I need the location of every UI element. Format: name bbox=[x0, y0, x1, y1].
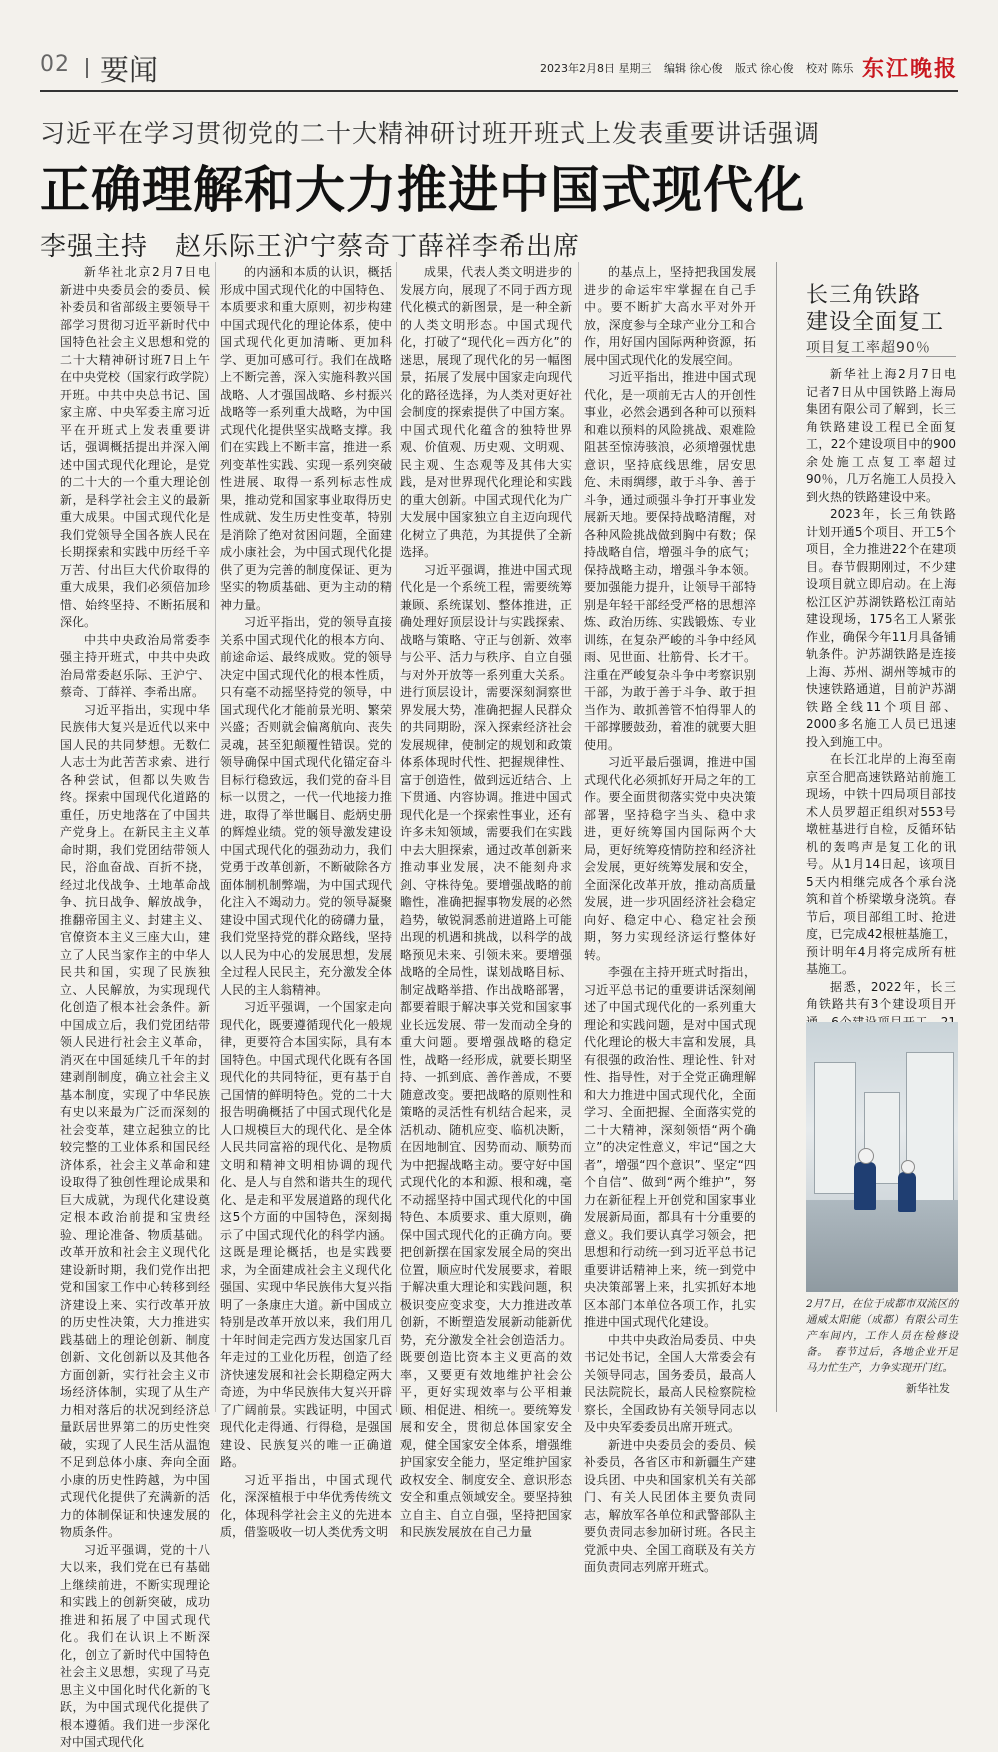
article-subhead: 李强主持 赵乐际王沪宁蔡奇丁薛祥李希出席 bbox=[40, 232, 581, 262]
paragraph: 习近平指出，推进中国式现代化，是一项前无古人的开创性事业，必然会遇到各种可以预料和难以预料的风险挑战、艰难险阻甚至惊涛骇浪，必须增强忧患意识，坚持底线思维，居安思危、未雨绸缪，敢于斗争、善于斗争，通过顽强斗争打开事业发展新天地。要保持战略清醒，对各种风险挑战做到胸中有数；保持战略自信，增强斗争的底气；保持战略主动，增强斗争本领。要加强能力提升，让领导干部特别是年轻干部经受严格的思想淬炼、政治历练、实践锻炼、专业训练，在复杂严峻的斗争中经风雨、见世面、壮筋骨、长才干。注重在严峻复杂斗争中考察识别干部，为敢于善于斗争、敢于担当作为、敢抓善管不怕得罪人的干部撑腰鼓劲，着准的就要大胆使用。 bbox=[584, 370, 756, 752]
paragraph: 在长江北岸的上海至南京至合肥高速铁路站前施工现场，中铁十四局项目部技术人员罗超正组织对553号墩桩基进行自检，反循环钻机的轰鸣声是复工化的讯号。从1月14日起，该项目5天内相继完成各个承台浇筑和首个桥梁墩身浇筑。春节后，项目部组工时、抢进度，已完成42根桩基施工，预计明年4月将完成所有桩基施工。 bbox=[806, 752, 956, 976]
worker-figure bbox=[898, 1172, 916, 1212]
news-photo bbox=[806, 1022, 958, 1292]
floor bbox=[806, 1200, 958, 1292]
article-column-2 bbox=[220, 264, 392, 1539]
paragraph: 中共中央政治局常委李强主持开班式，中共中央政治局常委赵乐际、王沪宁、蔡奇、丁薛祥、李希出席。 bbox=[60, 632, 210, 699]
paragraph: 习近平指出，中国式现代化，深深植根于中华优秀传统文化，体现科学社会主义的先进本质，借鉴吸收一切人类优秀文明 bbox=[220, 1472, 392, 1539]
paragraph: 据悉，2022年，长三角铁路共有3个建设项目开 bbox=[806, 979, 956, 1011]
photo-caption: 2月7日，在位于成都市双流区的通威太阳能（成都）有限公司生产车间内，工作人员在检修设备。 春节过后，各地企业开足马力忙生产，力争实现开门红。 bbox=[806, 1298, 958, 1374]
paragraph: 习近平指出，实现中华民族伟大复兴是近代以来中国人民的共同梦想。无数仁人志士为此苦苦求索、进行各种尝试，但都以失败告终。探索中国现代化道路的重任，历史地落在了中国共产党身上。在新民主主义革命时期，我们党团结带领人民，浴血奋战、百折不挠，经过北伐战争、土地革命战争、抗日战争、解放战争，推翻帝国主义、封建主义、官僚资本主义三座大山，建立了人民当家作主的中华人民共和国，实现了民族独立、人民解放，为实现现代化创造了根本社会条件。新中国成立后，我们党团结带领人民进行社会主义革命，消灭在中国延续几千年的封建剥削制度，确立社会主义基本制度，实现了中华民族有史以来最为广泛而深刻的社会变革，建立起独立的比较完整的工业体系和国民经济体系，社会主义革命和建设取得了独创性理论成果和巨大成就，为现代化建设奠定根本政治前提和宝贵经验、理论准备、物质基础。改革开放和社会主义现代化建设新时期，我们党作出把党和国家工作中心转移到经济建设上来、实行改革开放的历史性决策，大力推进实践基础上的理论创新、制度创新、文化创新以及其他各方面创新，实行社会主义市场经济体制，实现了从生产力相对落后的状况到经济总量跃居世界第二的历史性突破，实现了人民生活从温饱不足到总体小康、奔向全面小康的历史性跨越，为中国式现代化提供了充满新的活力的体制保证和快速发展的物质条件。 bbox=[60, 702, 210, 1539]
equipment-rack bbox=[814, 1062, 856, 1194]
photo-credit: 新华社发 bbox=[906, 1382, 950, 1395]
article-column-4 bbox=[584, 264, 756, 1574]
column-divider bbox=[215, 262, 216, 1412]
paragraph: 新进中央委员会的委员、候补委员，各省区市和新疆生产建设兵团、中央和国家机关有关部门、有关人民团体主要负责同志，解放军各单位和武警部队主要负责同志参加研讨班。各民主党派中央、全国工商联及有关方面负责同志列席开班式。 bbox=[584, 1437, 756, 1574]
sidebar-title-line: 建设全面复工 bbox=[806, 310, 945, 335]
worker-head bbox=[901, 1160, 915, 1174]
layout-credit: 版式 徐心俊 bbox=[735, 62, 794, 75]
sidebar-title-line: 长三角铁路 bbox=[806, 283, 922, 308]
paragraph: 习近平强调，一个国家走向现代化，既要遵循现代化一般规律，更要符合本国实际，具有本国特色。中国式现代化既有各国现代化的共同特征，更有基于自己国情的鲜明特色。党的二十大报告明确概括了中国式现代化是人口规模巨大的现代化、是全体人民共同富裕的现代化、是物质文明和精神文明相协调的现代化、是人与自然和谐共生的现代化、是走和平发展道路的现代化这5个方面的中国特色，深刻揭示了中国式现代化的科学内涵。这既是理论概括，也是实践要求，为全面建成社会主义现代化强国、实现中华民族伟大复兴指明了一条康庄大道。新中国成立特别是改革开放以来，我们用几十年时间走完西方发达国家几百年走过的工业化历程，创造了经济快速发展和社会长期稳定两大奇迹，为中华民族伟大复兴开辟了广阔前景。实践证明，中国式现代化走得通、行得稳，是强国建设、民族复兴的唯一正确道路。 bbox=[220, 1000, 392, 1469]
sidebar-title bbox=[806, 282, 944, 336]
paragraph: 习近平强调，党的十八大以来，我们党在已有基础上继续前进，不断实现理论和实践上的创新突破，成功推进和拓展了中国式现代化。我们在认识上不断深化，创立了新时代中国特色社会主义思想，实现了马克思主义中国化时代化新的飞跃，为中国式现代化提供了根本遵循。我们进一步深化对中国式现代化 bbox=[60, 1542, 210, 1749]
sidebar-divider bbox=[776, 262, 777, 1412]
paragraph: 新华社北京2月7日电 新进中央委员会的委员、候补委员和省部级主要领导干部学习贯彻习近平新时代中国特色社会主义思想和党的二十大精神研讨班7日上午在中央党校（国家行政学院）开班。中共中央总书记、国家主席、中央军委主席习近平在开班式上发表重要讲话，强调概括提出并深入阐述中国式现代化理论，是党的二十大的一个重大理论创新，是科学社会主义的最新重大成果。中国式现代化是我们党领导全国各族人民在长期探索和实践中历经千辛万苦、付出巨大代价取得的重大成果，我们必须倍加珍惜、始终坚持、不断拓展和深化。 bbox=[60, 265, 211, 629]
page-number: 02 bbox=[40, 52, 70, 77]
article-column-1 bbox=[60, 264, 211, 1749]
masthead bbox=[40, 52, 958, 88]
article-kicker: 习近平在学习贯彻党的二十大精神研讨班开班式上发表重要讲话强调 bbox=[40, 119, 821, 148]
section-name: 要闻 bbox=[100, 53, 159, 87]
publication-date: 2023年2月8日 星期三 bbox=[540, 62, 652, 75]
editor-credit: 编辑 徐心俊 bbox=[664, 62, 723, 75]
paragraph: 习近平最后强调，推进中国式现代化必须抓好开局之年的工作。要全面贯彻落实党中央决策部署，坚持稳字当头、稳中求进，更好统筹国内国际两个大局，更好统筹疫情防控和经济社会发展，更好统筹发展和安全，全面深化改革开放，推动高质量发展，进一步巩固经济社会稳定向好、稳定中心、稳定社会预期，努力实现经济运行整体好转。 bbox=[584, 755, 756, 962]
divider bbox=[86, 58, 88, 78]
article-column-3 bbox=[400, 264, 572, 1539]
paragraph: 习近平指出，党的领导直接关系中国式现代化的根本方向、前途命运、最终成败。党的领导决定中国式现代化的根本性质，只有毫不动摇坚持党的领导，中国式现代化才能前景光明、繁荣兴盛；否则就会偏离航向、丧失灵魂，甚至犯颠覆性错误。党的领导确保中国式现代化锚定奋斗目标行稳致远，我们党的奋斗目标一以贯之，一代一代地接力推进，取得了举世瞩目、彪炳史册的辉煌业绩。党的领导激发建设中国式现代化的强劲动力，我们党勇于改革创新，不断破除各方面体制机制弊端，为中国式现代化注入不竭动力。党的领导凝聚建设中国式现代化的磅礴力量，我们党坚持党的群众路线，坚持以人民为中心的发展思想，发展全过程人民民主，充分激发全体人民的主人翁精神。 bbox=[220, 615, 392, 997]
column-divider bbox=[578, 262, 579, 1412]
sidebar-subtitle: 项目复工率超90％ bbox=[806, 340, 931, 356]
newspaper-logo: 东江晚报 bbox=[861, 56, 958, 82]
paragraph: 2023年，长三角铁路计划开通5个项目、开工5个项目，全力推进22个在建项目。春节假期刚过，不少建设项目就立即启动。在上海松江区沪苏湖铁路松江南站建设现场，175名工人紧张作业，确保今年11月具备铺轨条件。沪苏湖铁路是连接上海、苏州、湖州等城市的快速铁路通道，目前沪苏湖铁路全线11个项目部、2000多名施工人员已迅速投入到施工中。 bbox=[806, 507, 956, 749]
edition-meta bbox=[540, 60, 863, 76]
sidebar-rule bbox=[806, 356, 956, 357]
column-divider bbox=[396, 262, 397, 1412]
paragraph: 习近平强调，推进中国式现代化是一个系统工程，需要统筹兼顾、系统谋划、整体推进，正确处理好顶层设计与实践探索、战略与策略、守正与创新、效率与公平、活力与秩序、自立自强与对外开放等一系列重大关系。进行顶层设计，需要深刻洞察世界发展大势，准确把握人民群众的共同期盼，深入探索经济社会发展规律，使制定的规划和政策体系体现时代性、把握规律性、富于创造性，做到远近结合、上下贯通、内容协调。推进中国式现代化是一个探索性事业，还有许多未知领域，需要我们在实践中去大胆探索，通过改革创新来推动事业发展，决不能刻舟求剑、守株待兔。要增强战略的前瞻性，准确把握事物发展的必然趋势，敏锐洞悉前进道路上可能出现的机遇和挑战，以科学的战略预见未来、引领未来。要增强战略的全局性，谋划战略目标、制定战略举措、作出战略部署，都要着眼于解决事关党和国家事业长远发展、带一发而动全身的重大问题。要增强战略的稳定性，战略一经形成，就要长期坚持、一抓到底、善作善成，不要随意改变。要把战略的原则性和策略的灵活性有机结合起来，灵活机动、随机应变、临机决断，在因地制宜、因势而动、顺势而为中把握战略主动。要守好中国式现代化的本和源、根和魂，毫不动摇坚持中国式现代化的中国特色、本质要求、重大原则，确保中国式现代化的正确方向。要把创新摆在国家发展全局的突出位置，顺应时代发展要求，着眼于解决重大理论和实践问题，积极识变应变求变，大力推进改革创新，不断塑造发展新动能新优势，充分激发全社会创造活力。既要创造比资本主义更高的效率，又要更有效地维护社会公平，更好实现效率与公平相兼顾、相促进、相统一。要统筹发展和安全，贯彻总体国家安全观，健全国家安全体系，增强维护国家安全能力，坚定维护国家政权安全、制度安全、意识形态安全和重点领域安全。要坚持独立自主、自立自强，坚持把国家和民族发展放在自己力量 bbox=[400, 562, 572, 1539]
paragraph: 成果，代表人类文明进步的发展方向，展现了不同于西方现代化模式的新图景，是一种全新的人类文明形态。中国式现代化，打破了“现代化＝西方化”的迷思，展现了现代化的另一幅图景，拓展了发展中国家走向现代化的路径选择，为人类对更好社会制度的探索提供了中国方案。中国式现代化蕴含的独特世界观、价值观、历史观、文明观、民主观、生态观等及其伟大实践，是对世界现代化理论和实践的重大创新。中国式现代化为广大发展中国家独立自主迈向现代化树立了典范，为其提供了全新选择。 bbox=[400, 265, 572, 559]
sidebar-body bbox=[806, 366, 956, 1016]
paragraph: 新华社上海2月7日电 记者7日从中国铁路上海局集团有限公司了解到，长三角铁路建设工程已全面复工，22个建设项目中的900余处施工点复工率超过90％，几万名施工人员投入到火热的铁路建设中来。 bbox=[806, 367, 956, 504]
worker-head bbox=[858, 1148, 874, 1164]
article-headline: 正确理解和大力推进中国式现代化 bbox=[40, 160, 805, 219]
masthead-rule bbox=[40, 90, 958, 92]
paragraph: 的基点上，坚持把我国发展进步的命运牢牢掌握在自己手中。要不断扩大高水平对外开放，深度参与全球产业分工和合作，用好国内国际两种资源，拓展中国式现代化的发展空间。 bbox=[584, 265, 756, 367]
paragraph: 李强在主持开班式时指出，习近平总书记的重要讲话深刻阐述了中国式现代化的一系列重大理论和实践问题，是对中国式现代化理论的极大丰富和发展，具有很强的政治性、理论性、针对性、指导性，对于全党正确理解和大力推进中国式现代化，全面学习、全面把握、全面落实党的二十大精神，深刻领悟“两个确立”的决定性意义，牢记“国之大者”，增强“四个意识”、坚定“四个自信”、做到“两个维护”，努力在新征程上开创党和国家事业发展新局面，都具有十分重要的意义。我们要认真学习领会，把思想和行动统一到习近平总书记重要讲话精神上来，统一到党中央决策部署上来，扎实抓好本地区本部门本单位各项工作，扎实推进中国式现代化建设。 bbox=[584, 965, 756, 1329]
paragraph: 的内涵和本质的认识，概括形成中国式现代化的中国特色、本质要求和重大原则，初步构建中国式现代化的理论体系，使中国式现代化更加清晰、更加科学、更加可感可行。我们在战略上不断完善，深入实施科教兴国战略、人才强国战略、乡村振兴战略等一系列重大战略，为中国式现代化提供坚实战略支撑。我们在实践上不断丰富，推进一系列变革性实践、实现一系列突破性进展、取得一系列标志性成果，推动党和国家事业取得历史性成就、发生历史性变革，特别是消除了绝对贫困问题，全面建成小康社会，为中国式现代化提供了更为完善的制度保证、更为坚实的物质基础、更为主动的精神力量。 bbox=[220, 265, 392, 612]
paragraph: 中共中央政治局委员、中央书记处书记，全国人大常委会有关领导同志，国务委员，最高人民法院院长，最高人民检察院检察长，全国政协有关领导同志以及中央军委委员出席开班式。 bbox=[584, 1332, 756, 1434]
proof-credit: 校对 陈乐 bbox=[806, 62, 854, 75]
worker-figure bbox=[854, 1162, 876, 1210]
